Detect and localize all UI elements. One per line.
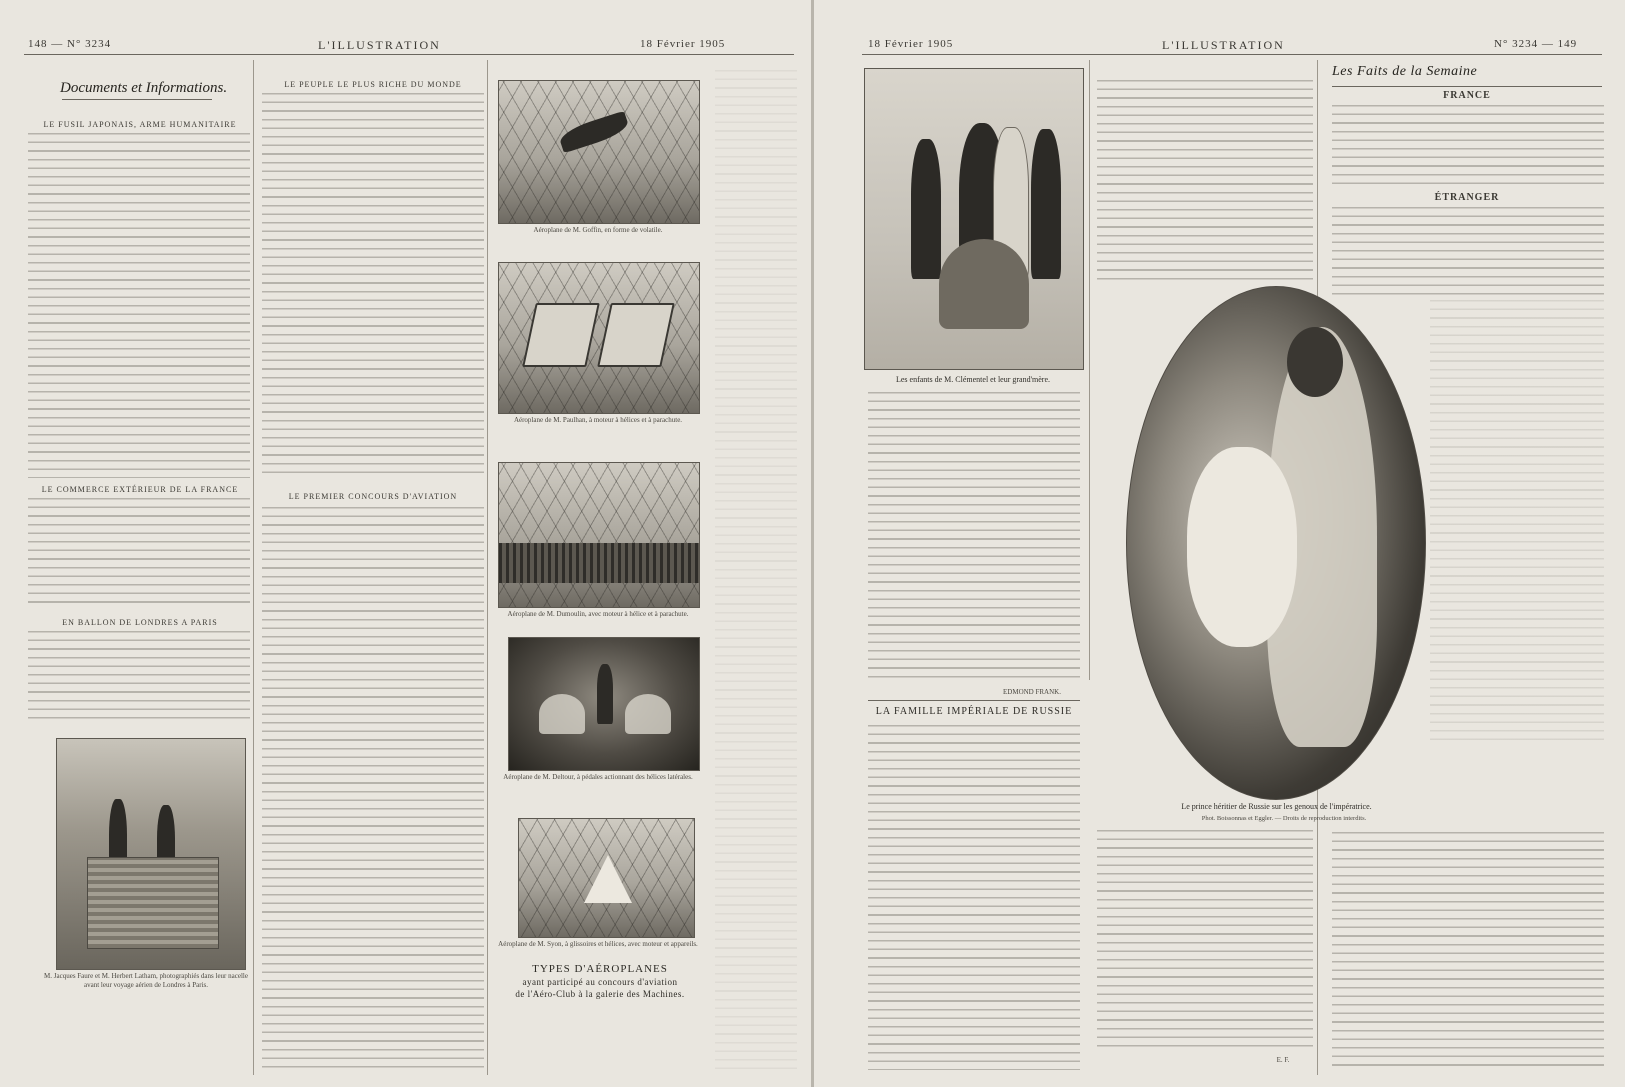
famille-imperiale-title: LA FAMILLE IMPÉRIALE DE RUSSIE xyxy=(875,706,1073,717)
section-rule xyxy=(868,700,1080,701)
right-column-rule-1 xyxy=(1089,60,1090,680)
figure-caption-line-1: ayant participé au concours d'aviation xyxy=(522,977,678,987)
right-masthead: L'ILLUSTRATION xyxy=(1162,38,1285,52)
article-ballon-londres xyxy=(28,631,250,723)
figure-caption-line-2: de l'Aéro-Club à la galerie des Machines. xyxy=(515,989,685,999)
aeroplane-photo-syon xyxy=(518,818,695,938)
left-date: 18 Février 1905 xyxy=(640,38,726,50)
aeroplane-photo-goffin xyxy=(498,80,700,224)
documents-title-rule xyxy=(62,99,212,100)
balloon-photo-caption: M. Jacques Faure et M. Herbert Latham, photographiés dans leur nacelle avant leur voyage aérien de Londres à Paris. xyxy=(44,972,248,989)
clementel-photo-caption: Les enfants de M. Clémentel et leur grand'mère. xyxy=(895,375,1051,384)
imperatrice-oval-portrait xyxy=(1126,286,1426,800)
child-figure xyxy=(911,139,941,279)
balloon-basket-photo xyxy=(56,738,246,970)
clementel-children-photo xyxy=(864,68,1084,370)
subhead-commerce-exterieur: LE COMMERCE EXTÉRIEUR DE LA FRANCE xyxy=(41,485,239,494)
article-fusil-japonais xyxy=(28,133,250,478)
france-heading: FRANCE xyxy=(1443,90,1491,101)
wing-panel xyxy=(522,303,600,367)
subhead-fusil-japonais: LE FUSIL JAPONAIS, ARME HUMANITAIRE xyxy=(43,120,237,129)
signature-ef: E. F. xyxy=(1276,1056,1290,1064)
wicker-basket xyxy=(87,857,219,949)
right-header-rule xyxy=(862,54,1602,55)
article-commerce-exterieur xyxy=(28,498,250,610)
dress xyxy=(939,239,1029,329)
aeroplane-photo-dumoulin xyxy=(498,462,700,608)
wing-right xyxy=(625,694,671,734)
article-clementel xyxy=(868,392,1080,682)
documents-title: Documents et Informations. xyxy=(60,80,228,96)
left-page xyxy=(0,0,811,1087)
boy-figure xyxy=(1031,129,1061,279)
wing-panel xyxy=(597,303,675,367)
figure-caption-title: TYPES D'AÉROPLANES xyxy=(532,963,668,975)
left-page-number: 148 — N° 3234 xyxy=(28,38,112,50)
left-header-rule xyxy=(24,54,794,55)
article-concours-aviation xyxy=(262,507,484,1072)
aeroplane-photo-deltour xyxy=(508,637,700,771)
article-column-2-bottom xyxy=(1097,830,1313,1052)
standing-man xyxy=(597,664,613,724)
caption-syon: Aéroplane de M. Syon, à glissoires et hélices, avec moteur et appareils. xyxy=(498,940,698,948)
caption-deltour: Aéroplane de M. Deltour, à pédales actionnant des hélices latérales. xyxy=(503,773,693,781)
bird-aeroplane xyxy=(557,111,630,154)
right-page-number: N° 3234 — 149 xyxy=(1494,38,1578,50)
france-news xyxy=(1332,105,1604,185)
right-date: 18 Février 1905 xyxy=(868,38,954,50)
caption-paulhan: Aéroplane de M. Paulhan, à moteur à hélices et à parachute. xyxy=(513,416,683,424)
etranger-heading: ÉTRANGER xyxy=(1434,192,1500,203)
left-column-rule-1 xyxy=(253,60,254,1075)
imperatrice-hair xyxy=(1287,327,1343,397)
aeroplane-photo-paulhan xyxy=(498,262,700,414)
page-edge-shadow xyxy=(715,70,797,1070)
tent-aeroplane xyxy=(584,855,632,903)
infant-figure xyxy=(1187,447,1297,647)
faits-title-rule xyxy=(1332,86,1602,87)
sidebar-under-oval xyxy=(1430,300,1604,740)
subhead-concours-aviation: LE PREMIER CONCOURS D'AVIATION xyxy=(288,492,458,501)
right-page xyxy=(814,0,1625,1087)
caption-dumoulin: Aéroplane de M. Dumoulin, avec moteur à hélice et à parachute. xyxy=(507,610,689,618)
left-masthead: L'ILLUSTRATION xyxy=(318,38,441,52)
oval-portrait-caption: Le prince héritier de Russie sur les genoux de l'impératrice. xyxy=(1181,802,1372,811)
signature-edmond-frank: EDMOND FRANK. xyxy=(1003,688,1061,696)
caption-goffin: Aéroplane de M. Goffin, en forme de volatile. xyxy=(533,226,663,234)
faits-semaine-title: Les Faits de la Semaine xyxy=(1332,64,1478,79)
crowd xyxy=(499,543,699,583)
article-column-2-top xyxy=(1097,80,1313,283)
article-peuple-riche xyxy=(262,93,484,478)
etranger-news-bottom xyxy=(1332,832,1604,1072)
etranger-news-top xyxy=(1332,207,1604,297)
subhead-ballon-londres: EN BALLON DE LONDRES A PARIS xyxy=(62,618,218,627)
subhead-peuple-riche: LE PEUPLE LE PLUS RICHE DU MONDE xyxy=(284,80,462,89)
left-column-rule-2 xyxy=(487,60,488,1075)
wing-left xyxy=(539,694,585,734)
oval-portrait-credit: Phot. Boissonnas et Eggler. — Droits de reproduction interdits. xyxy=(1201,815,1367,822)
article-famille-imperiale xyxy=(868,725,1080,1070)
